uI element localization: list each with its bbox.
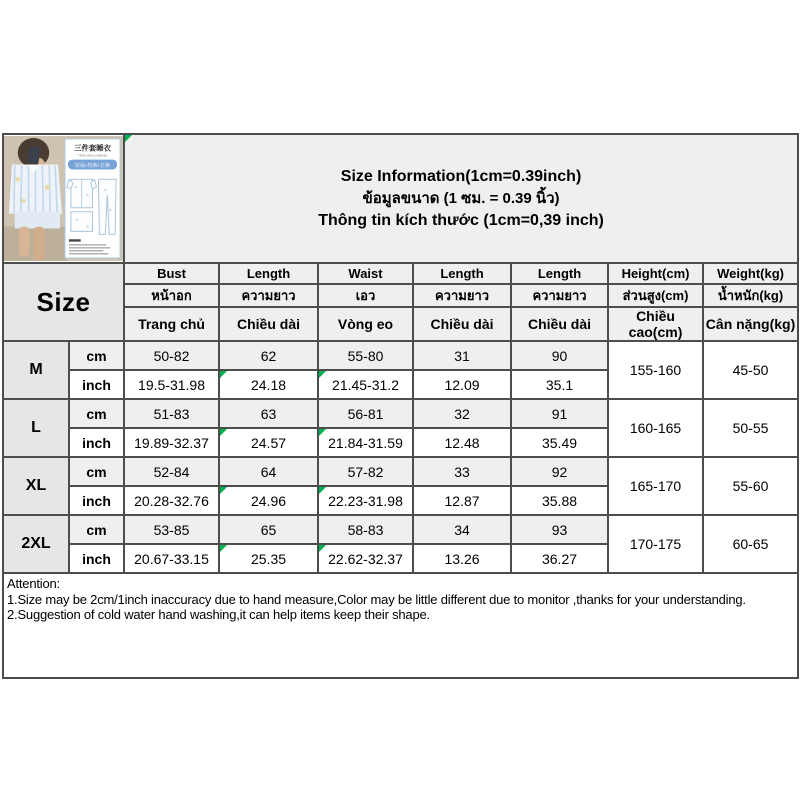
unit-cm: cm <box>69 457 124 486</box>
person-leg <box>19 227 30 257</box>
weight-cell-m: 45-50 <box>703 341 798 399</box>
col-header-weight-en: Weight(kg) <box>703 263 798 284</box>
col-header-length3-th: ความยาว <box>511 284 608 307</box>
data-cell: 58-83 <box>318 515 413 544</box>
data-cell: 13.26 <box>413 544 511 573</box>
col-header-bust-en: Bust <box>124 263 219 284</box>
col-header-length2-en: Length <box>413 263 511 284</box>
data-cell: 91 <box>511 399 608 428</box>
height-cell-2xl: 170-175 <box>608 515 703 573</box>
col-header-waist-th: เอว <box>318 284 413 307</box>
unit-inch: inch <box>69 544 124 573</box>
data-cell: 21.84-31.59 <box>318 428 413 457</box>
col-header-length2-vi: Chiều dài <box>413 307 511 341</box>
data-cell: 21.45-31.2 <box>318 370 413 399</box>
attention-note <box>3 573 798 678</box>
data-cell: 64 <box>219 457 318 486</box>
unit-cm: cm <box>69 341 124 370</box>
data-cell: 55-80 <box>318 341 413 370</box>
size-label-xl: XL <box>3 457 69 515</box>
col-header-length1-th: ความยาว <box>219 284 318 307</box>
data-cell: 12.09 <box>413 370 511 399</box>
pajama-shorts <box>15 212 60 229</box>
data-cell: 56-81 <box>318 399 413 428</box>
height-cell-m: 155-160 <box>608 341 703 399</box>
col-header-length3-en: Length <box>511 263 608 284</box>
col-header-waist-vi: Vòng eo <box>318 307 413 341</box>
card-title-cn: 三件套睡衣 <box>74 143 111 153</box>
data-cell: 62 <box>219 341 318 370</box>
data-cell: 19.89-32.37 <box>124 428 219 457</box>
phone <box>27 146 40 164</box>
person-leg <box>34 227 45 261</box>
data-cell: 65 <box>219 515 318 544</box>
weight-cell-l: 50-55 <box>703 399 798 457</box>
title-line-en: Size Information(1cm=0.39inch) <box>340 167 582 185</box>
unit-cm: cm <box>69 515 124 544</box>
data-cell: 20.28-32.76 <box>124 486 219 515</box>
card-banner-text: 短袖+短裤+长裤 <box>74 164 111 170</box>
weight-cell-2xl: 60-65 <box>703 515 798 573</box>
weight-cell-xl: 55-60 <box>703 457 798 515</box>
title-line-vi: Thông tin kích thước (1cm=0,39 inch) <box>318 211 604 229</box>
data-cell: 93 <box>511 515 608 544</box>
data-cell: 63 <box>219 399 318 428</box>
size-chart-sheet <box>2 133 797 679</box>
size-label-2xl: 2XL <box>3 515 69 573</box>
col-header-height-th: ส่วนสูง(cm) <box>608 284 703 307</box>
data-cell: 35.49 <box>511 428 608 457</box>
unit-inch: inch <box>69 370 124 399</box>
data-cell: 35.88 <box>511 486 608 515</box>
size-label-l: L <box>3 399 69 457</box>
col-header-length1-en: Length <box>219 263 318 284</box>
attention-line-2: 2.Suggestion of cold water hand washing,it can help items keep their shape. <box>7 607 430 622</box>
col-header-bust-vi: Trang chủ <box>124 307 219 341</box>
col-header-height-en: Height(cm) <box>608 263 703 284</box>
data-cell: 25.35 <box>219 544 318 573</box>
data-cell: 50-82 <box>124 341 219 370</box>
height-cell-xl: 165-170 <box>608 457 703 515</box>
data-cell: 20.67-33.15 <box>124 544 219 573</box>
attention-line-1: 1.Size may be 2cm/1inch inaccuracy due to hand measure,Color may be little different due to monitor ,thanks for your understanding. <box>7 591 746 607</box>
data-cell: 31 <box>413 341 511 370</box>
garment-drawings <box>67 179 116 234</box>
data-cell: 35.1 <box>511 370 608 399</box>
data-cell: 19.5-31.98 <box>124 370 219 399</box>
data-cell: 33 <box>413 457 511 486</box>
data-cell: 24.57 <box>219 428 318 457</box>
data-cell: 24.96 <box>219 486 318 515</box>
data-cell: 24.18 <box>219 370 318 399</box>
data-cell: 57-82 <box>318 457 413 486</box>
size-header: Size <box>3 263 124 341</box>
data-cell: 22.23-31.98 <box>318 486 413 515</box>
col-header-waist-en: Waist <box>318 263 413 284</box>
col-header-length2-th: ความยาว <box>413 284 511 307</box>
card-subtitle-en: Three piece pajamas <box>77 153 108 158</box>
col-header-weight-th: น้ำหนัก(kg) <box>703 284 798 307</box>
data-cell: 90 <box>511 341 608 370</box>
data-cell: 32 <box>413 399 511 428</box>
attention-title: Attention: <box>7 576 60 591</box>
data-cell: 92 <box>511 457 608 486</box>
title-cell <box>124 134 798 263</box>
product-photo-illustration <box>4 136 123 261</box>
data-cell: 52-84 <box>124 457 219 486</box>
col-header-length1-vi: Chiều dài <box>219 307 318 341</box>
unit-cm: cm <box>69 399 124 428</box>
product-photo <box>3 134 124 263</box>
data-cell: 53-85 <box>124 515 219 544</box>
title-line-th: ข้อมูลขนาด (1 ซม. = 0.39 นิ้ว) <box>362 189 560 207</box>
height-cell-l: 160-165 <box>608 399 703 457</box>
col-header-height-vi: Chiều cao(cm) <box>608 307 703 341</box>
unit-inch: inch <box>69 428 124 457</box>
data-cell: 12.87 <box>413 486 511 515</box>
data-cell: 12.48 <box>413 428 511 457</box>
size-table <box>2 133 799 679</box>
unit-inch: inch <box>69 486 124 515</box>
data-cell: 34 <box>413 515 511 544</box>
col-header-weight-vi: Cân nặng(kg) <box>703 307 798 341</box>
data-cell: 51-83 <box>124 399 219 428</box>
col-header-bust-th: หน้าอก <box>124 284 219 307</box>
size-label-m: M <box>3 341 69 399</box>
col-header-length3-vi: Chiều dài <box>511 307 608 341</box>
data-cell: 22.62-32.37 <box>318 544 413 573</box>
data-cell: 36.27 <box>511 544 608 573</box>
